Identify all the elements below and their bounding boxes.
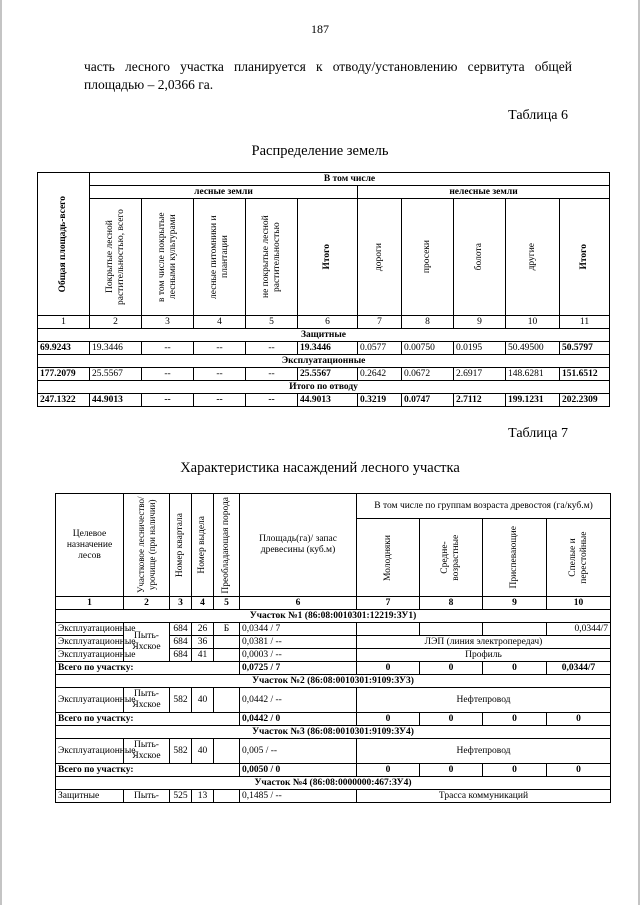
col-number: 8	[420, 597, 483, 610]
cell-species	[214, 649, 240, 662]
table-cell: 69.9243	[38, 342, 90, 355]
total-ripening: 0	[483, 713, 547, 726]
col-header: Итого	[322, 244, 332, 270]
cell-area: 0,005 / --	[240, 739, 357, 764]
cell-area: 0,0381 / --	[240, 636, 357, 649]
cell-quarter: 684	[170, 649, 192, 662]
table-cell: 177.2079	[38, 368, 90, 381]
header-purpose: Целевое назначение лесов	[56, 494, 124, 597]
table-cell: 199.1231	[506, 394, 560, 407]
header-nonforest-lands: нелесные земли	[358, 186, 610, 199]
header-ripening: Приспевающие	[509, 526, 519, 589]
total-young: 0	[357, 713, 420, 726]
table-row	[38, 394, 610, 407]
col-header: болота	[474, 243, 484, 271]
total-ripening: 0	[483, 662, 547, 675]
table-cell: 50.5797	[560, 342, 610, 355]
col-number: 2	[90, 316, 142, 329]
table-cell: 0.00750	[402, 342, 454, 355]
cell-young	[357, 623, 420, 636]
table6-title: Распределение земель	[251, 143, 389, 159]
table-cell: 0.3219	[358, 394, 402, 407]
land-distribution-table	[37, 172, 610, 407]
section-title: Итого по отводу	[38, 381, 610, 394]
total-ripening: 0	[483, 764, 547, 777]
table-cell: --	[142, 368, 194, 381]
total-middle: 0	[420, 713, 483, 726]
table-cell: 25.5567	[298, 368, 358, 381]
col-header: Покрытые лесной растительностью, всего	[104, 209, 126, 305]
cell-purpose: Эксплуатационные	[56, 739, 124, 764]
col-number: 9	[483, 597, 547, 610]
cell-allotment: 40	[192, 739, 214, 764]
table-cell: 148.6281	[506, 368, 560, 381]
col-number: 10	[506, 316, 560, 329]
total-young: 0	[357, 662, 420, 675]
table-cell: 247.1322	[38, 394, 90, 407]
cell-note: Нефтепровод	[357, 739, 611, 764]
plot-title: Участок №3 (86:08:0010301:9109:ЗУ4)	[56, 726, 611, 739]
cell-area: 0,1485 / --	[240, 790, 357, 803]
table-row	[38, 342, 610, 355]
total-row	[56, 713, 611, 726]
header-total-area: Общая площадь-всего	[58, 195, 68, 293]
table-cell: --	[246, 368, 298, 381]
table-cell: 50.49500	[506, 342, 560, 355]
cell-district: Пыть-	[124, 790, 170, 803]
total-label: Всего по участку:	[56, 764, 240, 777]
col-number: 5	[246, 316, 298, 329]
table7-label: Таблица 7	[508, 426, 568, 441]
col-number: 5	[214, 597, 240, 610]
total-area: 0,0050 / 0	[240, 764, 357, 777]
table-cell: 0.0672	[402, 368, 454, 381]
cell-allotment: 41	[192, 649, 214, 662]
col-number: 4	[192, 597, 214, 610]
cell-district: Пыть-Яхское	[124, 739, 170, 764]
header-young: Молодняки	[382, 534, 393, 581]
table-cell: --	[194, 342, 246, 355]
col-number: 11	[560, 316, 610, 329]
table-row	[56, 623, 611, 636]
col-number: 7	[357, 597, 420, 610]
table-cell: 202.2309	[560, 394, 610, 407]
header-middle-aged: Средне-возрастные	[440, 534, 461, 581]
total-young: 0	[357, 764, 420, 777]
scan-edge-left	[0, 0, 2, 905]
col-number: 4	[194, 316, 246, 329]
cell-note: Профиль	[357, 649, 611, 662]
table-cell: 0.0747	[402, 394, 454, 407]
col-number: 9	[454, 316, 506, 329]
cell-mature: 0,0344/7	[547, 623, 611, 636]
total-mature: 0	[547, 713, 611, 726]
cell-area: 0,0442 / --	[240, 688, 357, 713]
plot-title: Участок №1 (86:08:0010301:12219:ЗУ1)	[56, 610, 611, 623]
cell-middle	[420, 623, 483, 636]
cell-purpose: Эксплуатационные	[56, 623, 124, 636]
total-row	[56, 764, 611, 777]
col-header: Итого	[579, 244, 589, 270]
table7-title: Характеристика насаждений лесного участка	[180, 460, 460, 476]
cell-purpose: Эксплуатационные	[56, 636, 124, 649]
table-cell: 19.3446	[90, 342, 142, 355]
col-header: не покрытые лесной растительностью	[260, 215, 282, 299]
col-number: 1	[38, 316, 90, 329]
table-cell: 44.9013	[298, 394, 358, 407]
cell-allotment: 36	[192, 636, 214, 649]
col-header: лесные питомники и плантации	[208, 215, 230, 299]
table-cell: 151.6512	[560, 368, 610, 381]
header-species: Преобладающая порода	[221, 496, 231, 594]
cell-area: 0,0003 / --	[240, 649, 357, 662]
column-numbers-row	[56, 597, 611, 610]
page-number: 187	[311, 22, 329, 36]
intro-paragraph: часть лесного участка планируется к отводу/установлению сервитута общей площадью – 2,0366 га.	[84, 59, 572, 92]
col-number: 6	[240, 597, 357, 610]
cell-allotment: 13	[192, 790, 214, 803]
table-cell: 19.3446	[298, 342, 358, 355]
col-number: 3	[142, 316, 194, 329]
column-numbers-row	[38, 316, 610, 329]
cell-district: Пыть-Яхское	[124, 623, 170, 662]
table-cell: 25.5567	[90, 368, 142, 381]
header-district: Участковое лесничество/ урочище (при наличии)	[135, 496, 157, 594]
total-area: 0,0725 / 7	[240, 662, 357, 675]
header-including: В том числе	[90, 173, 610, 186]
cell-district: Пыть-Яхское	[124, 688, 170, 713]
table-cell: 0.2642	[358, 368, 402, 381]
header-age-groups: В том числе по группам возраста древостоя (га/куб.м)	[357, 494, 611, 519]
col-number: 8	[402, 316, 454, 329]
cell-species	[214, 790, 240, 803]
table-cell: --	[246, 394, 298, 407]
cell-quarter: 525	[170, 790, 192, 803]
table-cell: --	[194, 368, 246, 381]
total-middle: 0	[420, 662, 483, 675]
total-row	[56, 662, 611, 675]
cell-quarter: 684	[170, 623, 192, 636]
table-cell: --	[194, 394, 246, 407]
cell-area: 0,0344 / 7	[240, 623, 357, 636]
cell-note: Нефтепровод	[357, 688, 611, 713]
header-forest-lands: лесные земли	[90, 186, 358, 199]
table6-label: Таблица 6	[508, 108, 568, 123]
table-row	[56, 790, 611, 803]
table-row	[56, 739, 611, 764]
table-cell: 0.0577	[358, 342, 402, 355]
col-number: 10	[547, 597, 611, 610]
table-row	[56, 688, 611, 713]
cell-purpose: Защитные	[56, 790, 124, 803]
total-area: 0,0442 / 0	[240, 713, 357, 726]
cell-species	[214, 636, 240, 649]
cell-quarter: 582	[170, 688, 192, 713]
table-cell: --	[246, 342, 298, 355]
table-row	[38, 368, 610, 381]
cell-species	[214, 688, 240, 713]
col-number: 1	[56, 597, 124, 610]
cell-species: Б	[214, 623, 240, 636]
cell-note: Трасса коммуникаций	[357, 790, 611, 803]
section-title: Защитные	[38, 329, 610, 342]
cell-quarter: 684	[170, 636, 192, 649]
cell-ripening	[483, 623, 547, 636]
col-header: дороги	[374, 242, 384, 272]
col-header: другие	[527, 243, 537, 271]
col-header: в том числе покрытые лесными культурами	[156, 212, 178, 302]
col-number: 6	[298, 316, 358, 329]
header-mature: Спелые и перестойные	[567, 531, 589, 584]
col-number: 2	[124, 597, 170, 610]
col-number: 7	[358, 316, 402, 329]
table-cell: 44.9013	[90, 394, 142, 407]
plot-title: Участок №4 (86:08:0000000:467:ЗУ4)	[56, 777, 611, 790]
total-mature: 0,0344/7	[547, 662, 611, 675]
table-cell: 2.7112	[454, 394, 506, 407]
plantation-characteristics-table	[55, 493, 611, 803]
col-header: просеки	[422, 240, 432, 274]
total-mature: 0	[547, 764, 611, 777]
total-label: Всего по участку:	[56, 662, 240, 675]
table-cell: --	[142, 394, 194, 407]
header-area: Площадь(га)/ запас древесины (куб.м)	[240, 494, 357, 597]
plot-title: Участок №2 (86:08:0010301:9109:ЗУ3)	[56, 675, 611, 688]
cell-purpose: Эксплуатационные	[56, 649, 124, 662]
section-title: Эксплуатационные	[38, 355, 610, 368]
table-cell: 0.0195	[454, 342, 506, 355]
table-cell: 2.6917	[454, 368, 506, 381]
total-middle: 0	[420, 764, 483, 777]
table-cell: --	[142, 342, 194, 355]
cell-allotment: 26	[192, 623, 214, 636]
cell-note: ЛЭП (линия электропередач)	[357, 636, 611, 649]
cell-quarter: 582	[170, 739, 192, 764]
total-label: Всего по участку:	[56, 713, 240, 726]
cell-purpose: Эксплуатационные	[56, 688, 124, 713]
col-number: 3	[170, 597, 192, 610]
cell-allotment: 40	[192, 688, 214, 713]
cell-species	[214, 739, 240, 764]
header-quarter: Номер квартала	[175, 512, 185, 578]
header-allotment: Номер выдела	[197, 516, 207, 574]
